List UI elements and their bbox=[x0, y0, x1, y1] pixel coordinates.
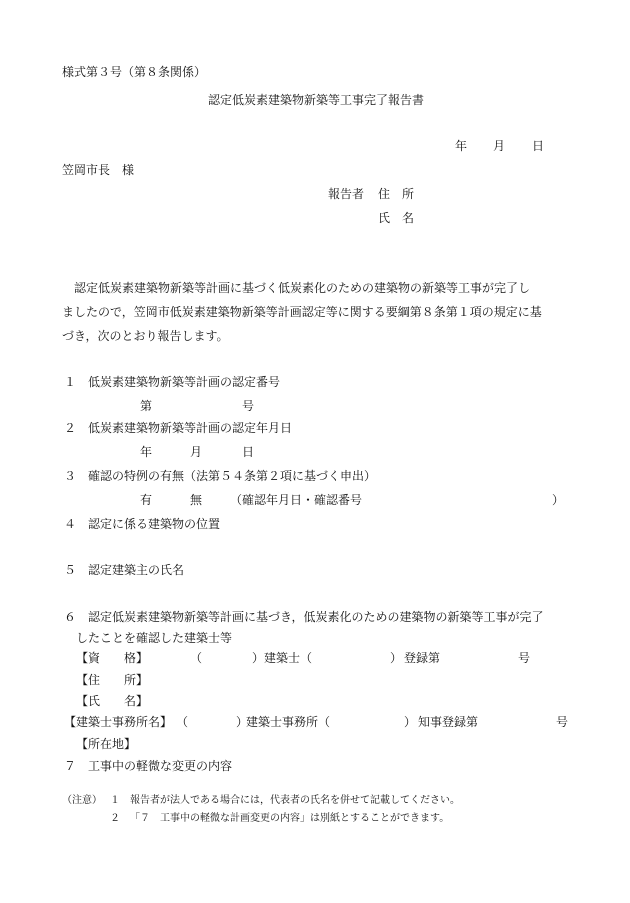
item3-label: 確認の特例の有無（法第５４条第２項に基づく申出） bbox=[88, 469, 377, 483]
item5-number: ５ bbox=[64, 563, 77, 577]
item1-number: １ bbox=[64, 375, 77, 389]
item6-office-close: ） bbox=[404, 715, 417, 729]
item4-label: 認定に係る建築物の位置 bbox=[88, 517, 221, 531]
item6-office-text: 建築士事務所（ bbox=[246, 715, 331, 729]
item3-detail-close: ） bbox=[552, 493, 565, 507]
item6-number: ６ bbox=[64, 610, 77, 624]
item1-dai: 第 bbox=[140, 399, 153, 413]
item2-year: 年 bbox=[140, 445, 153, 459]
date-month-label: 月 bbox=[493, 139, 506, 153]
item6-office-go: 号 bbox=[556, 715, 569, 729]
note1-number: １ bbox=[110, 795, 120, 806]
date-day-label: 日 bbox=[532, 139, 545, 153]
intro-line-1: 認定低炭素建築物新築等計画に基づく低炭素化のための建築物の新築等工事が完了し bbox=[62, 281, 531, 295]
item6-label-line1: 認定低炭素建築物新築等計画に基づき，低炭素化のための建築物の新築等工事が完了 bbox=[88, 610, 544, 624]
item6-qualification-paren-open: （ bbox=[190, 651, 203, 665]
item7-number: ７ bbox=[64, 759, 77, 773]
note2-number: ２ bbox=[110, 813, 120, 824]
date-year-label: 年 bbox=[455, 139, 468, 153]
form-number: 様式第３号（第８条関係） bbox=[62, 65, 207, 79]
item6-location-label: 【所在地】 bbox=[76, 737, 137, 751]
item3-number: ３ bbox=[64, 469, 77, 483]
addressee: 笠岡市長 様 bbox=[62, 163, 135, 177]
item1-go: 号 bbox=[242, 399, 255, 413]
item2-month: 月 bbox=[190, 445, 203, 459]
reporter-name-label: 氏 名 bbox=[378, 211, 415, 225]
intro-line-2: ましたので，笠岡市低炭素建築物新築等計画認定等に関する要綱第８条第１項の規定に基 bbox=[62, 305, 542, 319]
item5-label: 認定建築主の氏名 bbox=[88, 563, 185, 577]
item6-qualification-paren-close: ） bbox=[252, 651, 265, 665]
item3-no: 無 bbox=[190, 493, 203, 507]
item3-yes: 有 bbox=[140, 493, 153, 507]
item6-name-label: 【氏 名】 bbox=[76, 694, 149, 708]
note2-text: 「７ 工事中の軽微な計画変更の内容」は別紙とすることができます。 bbox=[130, 813, 450, 824]
item2-day: 日 bbox=[242, 445, 255, 459]
item6-registration: 登録第 bbox=[404, 651, 441, 665]
item1-label: 低炭素建築物新築等計画の認定番号 bbox=[88, 375, 281, 389]
item2-number: ２ bbox=[64, 421, 77, 435]
reporter-label: 報告者 bbox=[328, 187, 365, 201]
item6-office-registration: 知事登録第 bbox=[418, 715, 479, 729]
intro-line-3: づき，次のとおり報告します。 bbox=[62, 329, 229, 343]
item6-label-line2: したことを確認した建築士等 bbox=[76, 631, 233, 645]
item6-registration-go: 号 bbox=[518, 651, 531, 665]
item3-detail-open: （確認年月日・確認番号 bbox=[230, 493, 363, 507]
note1-text: 報告者が法人である場合には，代表者の氏名を併せて記載してください。 bbox=[130, 795, 460, 806]
document-title: 認定低炭素建築物新築等工事完了報告書 bbox=[208, 93, 425, 107]
item6-office-paren-close: ） bbox=[236, 715, 249, 729]
item4-number: ４ bbox=[64, 517, 77, 531]
item2-label: 低炭素建築物新築等計画の認定年月日 bbox=[88, 421, 293, 435]
item6-office-paren-open: （ bbox=[176, 715, 189, 729]
item6-qualification-close: ） bbox=[390, 651, 403, 665]
item6-qualification-label: 【資 格】 bbox=[76, 651, 149, 665]
item7-label: 工事中の軽微な変更の内容 bbox=[88, 759, 233, 773]
notes-prefix: （注意） bbox=[62, 795, 102, 806]
reporter-address-label: 住 所 bbox=[378, 187, 415, 201]
item6-kenchikushi: 建築士（ bbox=[264, 651, 313, 665]
item6-address-label: 【住 所】 bbox=[76, 673, 149, 687]
item6-office-label: 【建築士事務所名】 bbox=[64, 715, 173, 729]
